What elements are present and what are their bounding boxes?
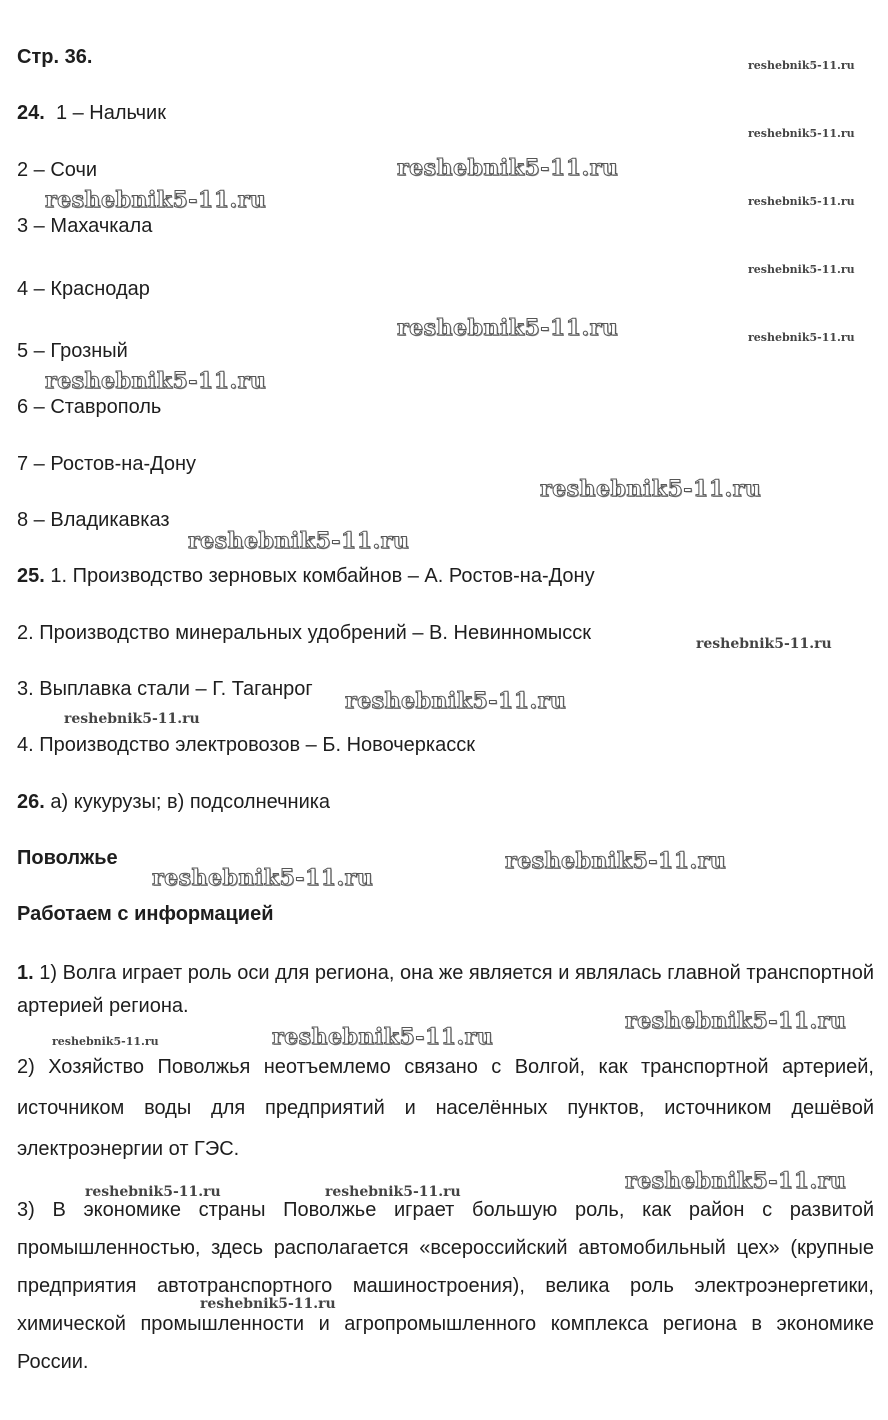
task24-item-2: 2 – Сочи [17,159,98,181]
task25-item-4: 4. Производство электровозов – Б. Новочеркасск [17,734,475,756]
watermark: reshebnik5-11.ru [397,315,619,341]
task25-item-3: 3. Выплавка стали – Г. Таганрог [17,678,313,700]
task24-item-1 [17,101,166,125]
task24-item-1-text: 1 – Нальчик [55,102,166,124]
watermark: reshebnik5-11.ru [748,331,855,344]
task26-text: а) кукурузы; в) подсолнечника [50,791,331,813]
watermark: reshebnik5-11.ru [748,127,855,140]
task25-item-1 [17,564,595,588]
task24-item-6: 6 – Ставрополь [17,396,162,418]
watermark: reshebnik5-11.ru [188,528,410,554]
watermark: reshebnik5-11.ru [748,263,855,276]
section-title: Поволжье [17,847,118,869]
watermark: reshebnik5-11.ru [625,1168,847,1194]
task24-item-3: 3 – Махачкала [17,215,153,237]
watermark: reshebnik5-11.ru [696,636,832,652]
task24-item-7: 7 – Ростов-на-Дону [17,453,197,475]
task26 [17,790,330,814]
watermark: reshebnik5-11.ru [64,711,200,727]
watermark: reshebnik5-11.ru [505,848,727,874]
watermark: reshebnik5-11.ru [200,1296,336,1312]
watermark: reshebnik5-11.ru [272,1024,494,1050]
watermark: reshebnik5-11.ru [345,688,567,714]
watermark: reshebnik5-11.ru [325,1184,461,1200]
watermark: reshebnik5-11.ru [152,865,374,891]
watermark: reshebnik5-11.ru [85,1184,221,1200]
watermark: reshebnik5-11.ru [748,195,855,208]
task1-paragraph-3: 3) В экономике страны Поволжье играет большую роль, как район с развитой промышленностью, здесь располагается «всероссийский автомобильный цех» (крупные предприятия автотранспортного машиностроения), велика роль электроэнергетики, химической промышленности и агропромышленного комплекса региона в экономике России. [17,1199,874,1373]
task1-paragraph-2: 2) Хозяйство Поволжья неотъемлемо связано с Волгой, как транспортной артерией, источником воды для предприятий и населённых пунктов, источником дешёвой электроэнергии от ГЭС. [17,1056,874,1160]
page-header: Стр. 36. [17,46,93,68]
task24-item-4: 4 – Краснодар [17,278,150,300]
watermark: reshebnik5-11.ru [45,187,267,213]
watermark: reshebnik5-11.ru [397,155,619,181]
task25-item-2: 2. Производство минеральных удобрений – В. Невинномысск [17,622,591,644]
watermark: reshebnik5-11.ru [625,1008,847,1034]
task24-number: 24. [17,102,45,124]
task25-item-1-text: 1. Производство зерновых комбайнов – А. Ростов-на-Дону [50,565,595,587]
watermark: reshebnik5-11.ru [748,59,855,72]
task24-item-5: 5 – Грозный [17,340,128,362]
watermark: reshebnik5-11.ru [52,1035,159,1048]
task1-number: 1. [17,962,34,984]
subsection-title: Работаем с информацией [17,903,274,925]
task25-number: 25. [17,565,45,587]
task26-number: 26. [17,791,45,813]
watermark: reshebnik5-11.ru [45,368,267,394]
watermark: reshebnik5-11.ru [540,476,762,502]
task24-item-8: 8 – Владикавказ [17,509,170,531]
task1-p1-text: 1) Волга играет роль оси для региона, она же является и являлась главной транспортной артерией региона. [17,962,874,1017]
